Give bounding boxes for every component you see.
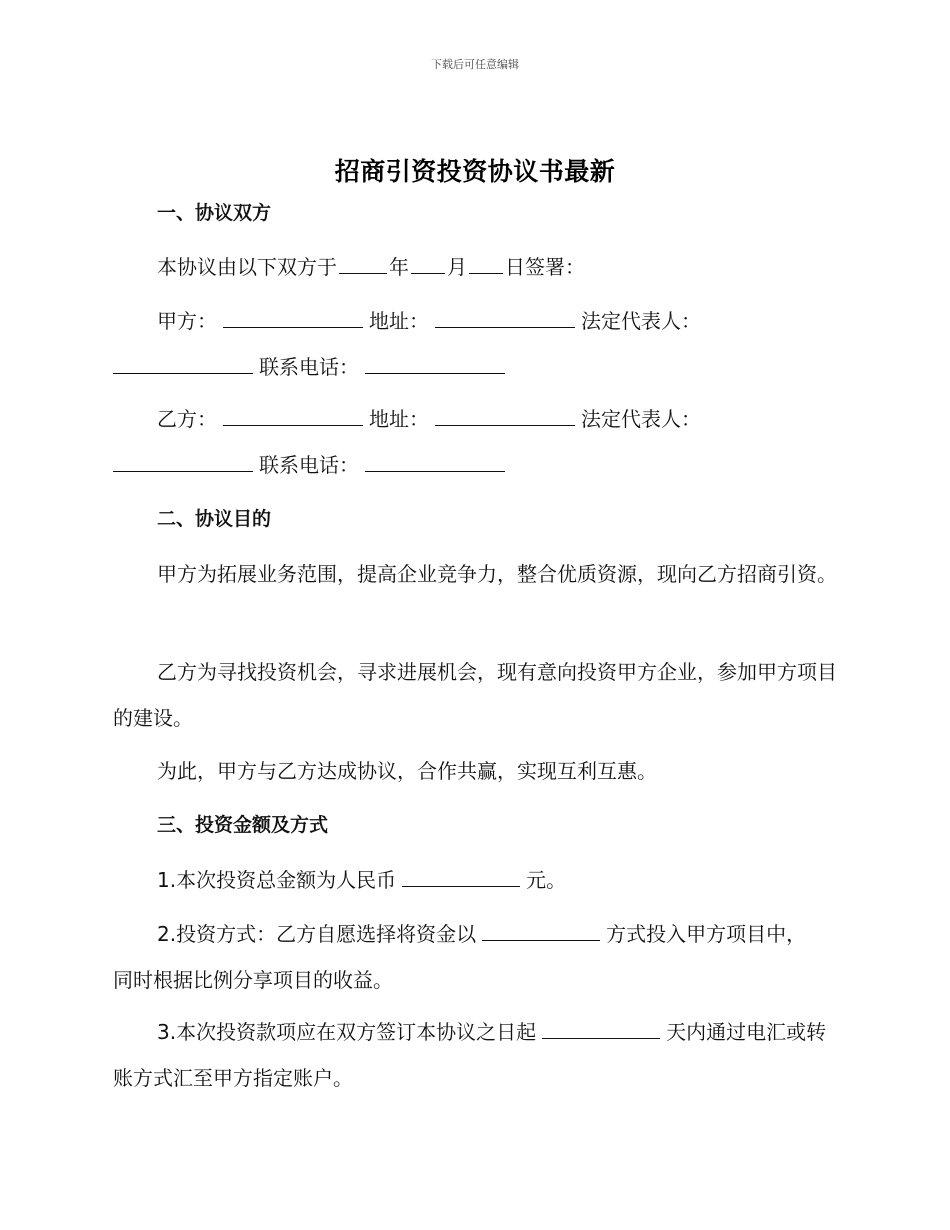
party-a-phone-label: 联系电话： — [259, 355, 359, 379]
party-a-name-blank — [223, 307, 363, 328]
purpose-paragraph-2: 乙方为寻找投资机会，寻求进展机会，现有意向投资甲方企业，参加甲方项目的建设。 — [113, 660, 837, 730]
party-a-legal-rep-blank — [113, 353, 253, 374]
investment-item-2 — [113, 911, 813, 1003]
party-a-legal-rep-label: 法定代表人： — [581, 309, 701, 333]
month-blank — [411, 253, 445, 274]
amount-blank — [402, 866, 520, 887]
party-a-phone-blank — [365, 353, 505, 374]
item-1-unit: 元。 — [526, 868, 567, 892]
investment-method-blank — [482, 920, 600, 941]
item-3-text: 3.本次投资款项应在双方签订本协议之日起 — [157, 1020, 537, 1044]
party-a-label: 甲方： — [157, 309, 217, 333]
item-2-text: 2.投资方式：乙方自愿选择将资金以 — [157, 922, 477, 946]
item-1-text: 1.本次投资总金额为人民币 — [157, 868, 397, 892]
signing-date-line — [113, 244, 882, 290]
year-blank — [339, 253, 387, 274]
party-b-address-blank — [435, 405, 575, 426]
purpose-paragraph-1: 甲方为拓展业务范围，提高企业竞争力，整合优质资源，现向乙方招商引资。 — [157, 562, 837, 586]
month-label: 月 — [447, 255, 467, 279]
party-b-address-label: 地址： — [369, 407, 429, 431]
day-blank — [469, 253, 503, 274]
purpose-paragraph-3: 为此，甲方与乙方达成协议，合作共赢，实现互利互惠。 — [157, 759, 657, 783]
item-3-rest: 天内通过电汇或转账方式汇至甲方指定账户。 — [113, 1020, 827, 1090]
section-heading-purpose: 二、协议目的 — [157, 508, 272, 530]
signing-intro-text: 本协议由以下双方于 — [157, 255, 337, 279]
party-b-name-blank — [223, 405, 363, 426]
party-b-legal-rep-label: 法定代表人： — [581, 407, 701, 431]
party-b-phone-label: 联系电话： — [259, 453, 359, 477]
party-b-label: 乙方： — [157, 407, 217, 431]
party-a-info — [113, 298, 713, 390]
day-signed-label: 日签署： — [505, 255, 585, 279]
item-2-rest: 方式投入甲方项目中，同时根据比例分享项目的收益。 — [113, 922, 807, 992]
investment-item-1 — [113, 857, 882, 903]
party-b-phone-blank — [365, 451, 505, 472]
party-a-address-label: 地址： — [369, 309, 429, 333]
page-header-note: 下载后可任意编辑 — [431, 58, 519, 71]
section-heading-parties: 一、协议双方 — [157, 202, 272, 224]
document-title: 招商引资投资协议书最新 — [334, 157, 616, 186]
section-heading-investment: 三、投资金额及方式 — [157, 814, 329, 836]
year-label: 年 — [389, 255, 409, 279]
party-a-address-blank — [435, 307, 575, 328]
party-b-legal-rep-blank — [113, 451, 253, 472]
investment-item-3 — [113, 1009, 838, 1101]
party-b-info — [113, 396, 713, 488]
transfer-days-blank — [542, 1018, 660, 1039]
